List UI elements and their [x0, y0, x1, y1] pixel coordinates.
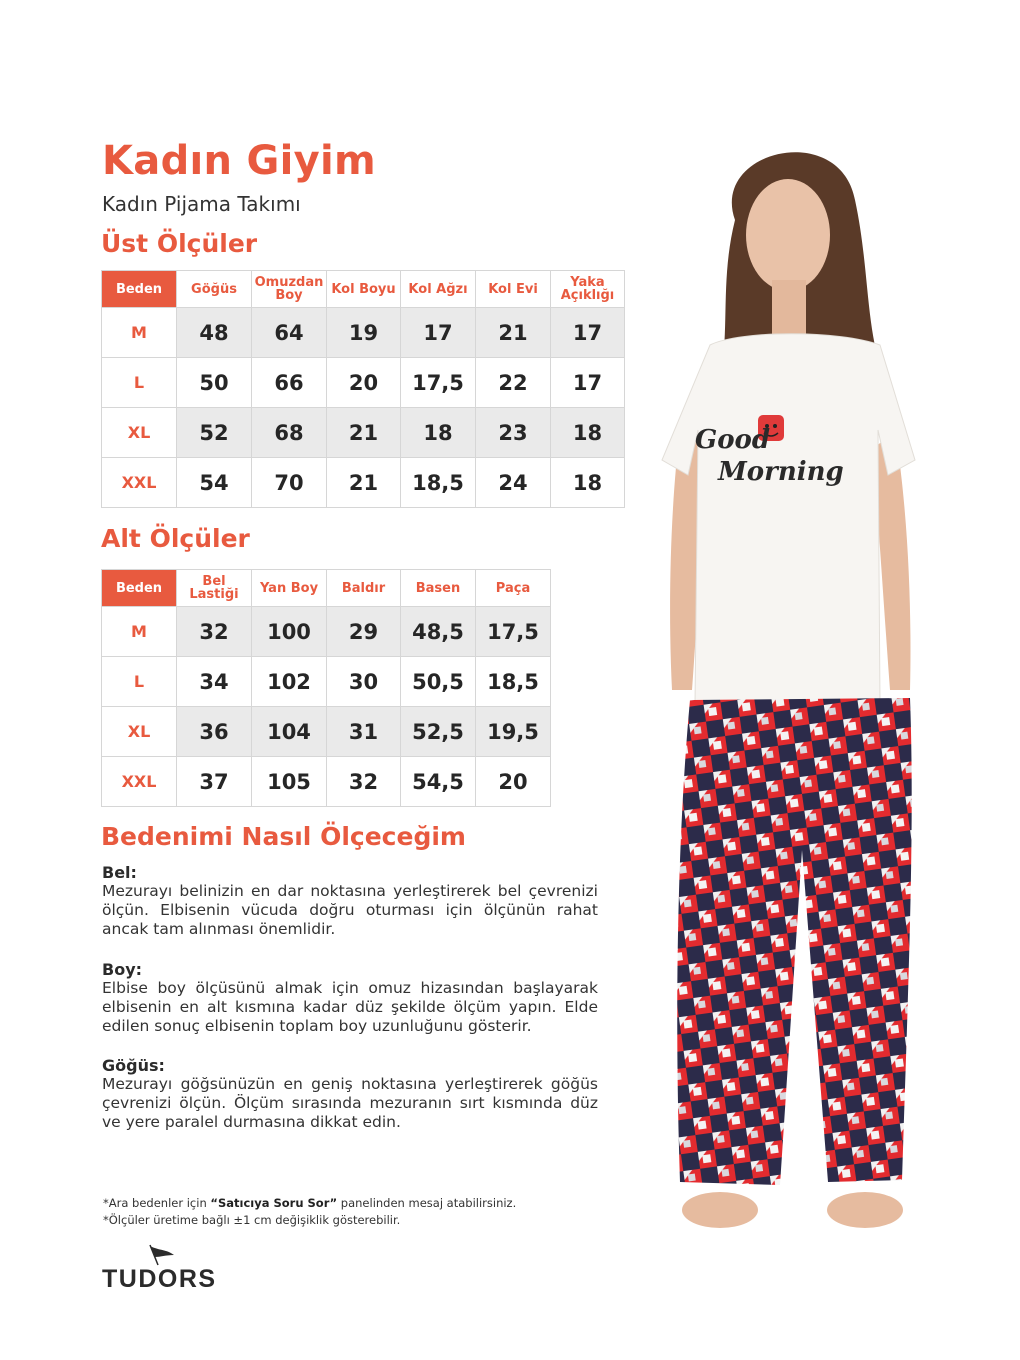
measurement-cell: 18: [551, 458, 625, 508]
guide-item-boy: [102, 960, 598, 1036]
top-size-table: [101, 270, 625, 508]
table-row: [102, 408, 625, 458]
flag-icon: [102, 1243, 242, 1267]
face-shape: [746, 179, 830, 291]
bottom-measurements-heading: Alt Ölçüler: [101, 524, 250, 553]
size-label-cell: L: [102, 358, 177, 408]
measurement-cell: 19: [327, 308, 401, 358]
tshirt-shape: [662, 334, 915, 705]
size-label-cell: M: [102, 308, 177, 358]
measurement-column-header: Yaka Açıklığı: [551, 271, 625, 308]
size-label-cell: XL: [102, 707, 177, 757]
measurement-cell: 17,5: [401, 358, 476, 408]
table-row: [102, 358, 625, 408]
measuring-guide-heading: Bedenimi Nasıl Ölçeceğim: [101, 822, 466, 851]
measurement-cell: 30: [327, 657, 401, 707]
measurement-cell: 17: [401, 308, 476, 358]
measurement-cell: 104: [252, 707, 327, 757]
measurement-column-header: Bel Lastiği: [177, 570, 252, 607]
measurement-cell: 68: [252, 408, 327, 458]
guide-item-text: Mezurayı göğsünüzün en geniş noktasına yerleştirerek göğüs çevrenizi ölçün. Ölçüm sırasında mezuranın sırt kısmında düz ve yere paralel durmasına dikkat edin.: [102, 1075, 598, 1131]
measurement-cell: 50,5: [401, 657, 476, 707]
print-text-morning: Morning: [718, 457, 844, 487]
measurement-cell: 54,5: [401, 757, 476, 807]
measurement-cell: 18: [401, 408, 476, 458]
footnote-inbetween-sizes: [103, 1195, 516, 1212]
right-foot-shape: [827, 1192, 903, 1228]
measurement-cell: 21: [327, 408, 401, 458]
size-label-cell: XXL: [102, 458, 177, 508]
guide-item-title: Bel:: [102, 863, 137, 882]
measurement-cell: 17,5: [476, 607, 551, 657]
guide-item-title: Boy:: [102, 960, 143, 979]
measurement-cell: 52: [177, 408, 252, 458]
measurement-cell: 102: [252, 657, 327, 707]
brand-logo: [102, 1243, 242, 1293]
size-label-cell: L: [102, 657, 177, 707]
size-label-cell: XXL: [102, 757, 177, 807]
footnote-tolerance: *Ölçüler üretime bağlı ±1 cm değişiklik gösterebilir.: [103, 1213, 401, 1227]
measurement-cell: 20: [476, 757, 551, 807]
measurement-cell: 52,5: [401, 707, 476, 757]
measurement-cell: 20: [327, 358, 401, 408]
measurement-cell: 19,5: [476, 707, 551, 757]
footnotes: [103, 1195, 516, 1229]
measurement-cell: 18: [551, 408, 625, 458]
measurement-cell: 64: [252, 308, 327, 358]
measurement-cell: 66: [252, 358, 327, 408]
table-row: [102, 607, 551, 657]
product-model-image: [640, 130, 940, 1260]
size-label-cell: M: [102, 607, 177, 657]
table-row: [102, 308, 625, 358]
footnote-text: panelinden mesaj atabilirsiniz.: [337, 1196, 517, 1210]
measurement-cell: 18,5: [476, 657, 551, 707]
bottom-size-table: [101, 569, 551, 807]
measurement-cell: 37: [177, 757, 252, 807]
guide-item-title: Göğüs:: [102, 1056, 165, 1075]
measurement-cell: 50: [177, 358, 252, 408]
guide-item-gogus: [102, 1056, 598, 1132]
measurement-column-header: Basen: [401, 570, 476, 607]
footnote-text: *Ara bedenler için: [103, 1196, 211, 1210]
measurement-column-header: Kol Ağzı: [401, 271, 476, 308]
measurement-cell: 29: [327, 607, 401, 657]
pants-shape: [677, 698, 911, 1185]
measurement-cell: 105: [252, 757, 327, 807]
size-label-cell: XL: [102, 408, 177, 458]
measurement-cell: 22: [476, 358, 551, 408]
measurement-cell: 34: [177, 657, 252, 707]
table-row: [102, 657, 551, 707]
measurement-column-header: Yan Boy: [252, 570, 327, 607]
measurement-cell: 32: [327, 757, 401, 807]
measurement-column-header: Kol Evi: [476, 271, 551, 308]
measurement-cell: 48,5: [401, 607, 476, 657]
page-title: Kadın Giyim: [102, 138, 377, 184]
neck-shape: [772, 280, 806, 340]
guide-item-text: Mezurayı belinizin en dar noktasına yerleştirerek bel çevrenizi ölçün. Elbisenin vücuda doğru oturması için ölçünün rahat ancak tam alınması önemlidir.: [102, 882, 598, 938]
table-header-row: [102, 271, 625, 308]
print-text-good: Good: [695, 425, 771, 455]
top-measurements-heading: Üst Ölçüler: [101, 229, 258, 258]
measurement-column-header: Baldır: [327, 570, 401, 607]
measurement-cell: 48: [177, 308, 252, 358]
measurement-cell: 31: [327, 707, 401, 757]
size-column-header: Beden: [102, 271, 177, 308]
left-foot-shape: [682, 1192, 758, 1228]
measurement-column-header: Omuzdan Boy: [252, 271, 327, 308]
measurement-cell: 23: [476, 408, 551, 458]
measurement-column-header: Göğüs: [177, 271, 252, 308]
page-subtitle: Kadın Pijama Takımı: [102, 192, 301, 216]
table-row: [102, 707, 551, 757]
measurement-cell: 21: [476, 308, 551, 358]
measurement-cell: 24: [476, 458, 551, 508]
measurement-cell: 100: [252, 607, 327, 657]
measurement-column-header: Paça: [476, 570, 551, 607]
measurement-cell: 17: [551, 358, 625, 408]
measurement-cell: 36: [177, 707, 252, 757]
measurement-column-header: Kol Boyu: [327, 271, 401, 308]
measurement-cell: 54: [177, 458, 252, 508]
table-header-row: [102, 570, 551, 607]
measurement-cell: 17: [551, 308, 625, 358]
size-column-header: Beden: [102, 570, 177, 607]
brand-logo-text: TUDORS: [102, 1265, 217, 1293]
table-row: [102, 757, 551, 807]
measurement-cell: 21: [327, 458, 401, 508]
measurement-cell: 18,5: [401, 458, 476, 508]
measurement-cell: 70: [252, 458, 327, 508]
ask-seller-label: “Satıcıya Soru Sor”: [210, 1196, 338, 1210]
guide-item-text: Elbise boy ölçüsünü almak için omuz hizasından başlayarak elbisenin en alt kısmına kadar düz şekilde ölçüm yapın. Elde edilen sonuç elbisenin toplam boy uzunluğunu gösterir.: [102, 979, 598, 1035]
measurement-cell: 32: [177, 607, 252, 657]
guide-item-bel: [102, 863, 598, 939]
table-row: [102, 458, 625, 508]
